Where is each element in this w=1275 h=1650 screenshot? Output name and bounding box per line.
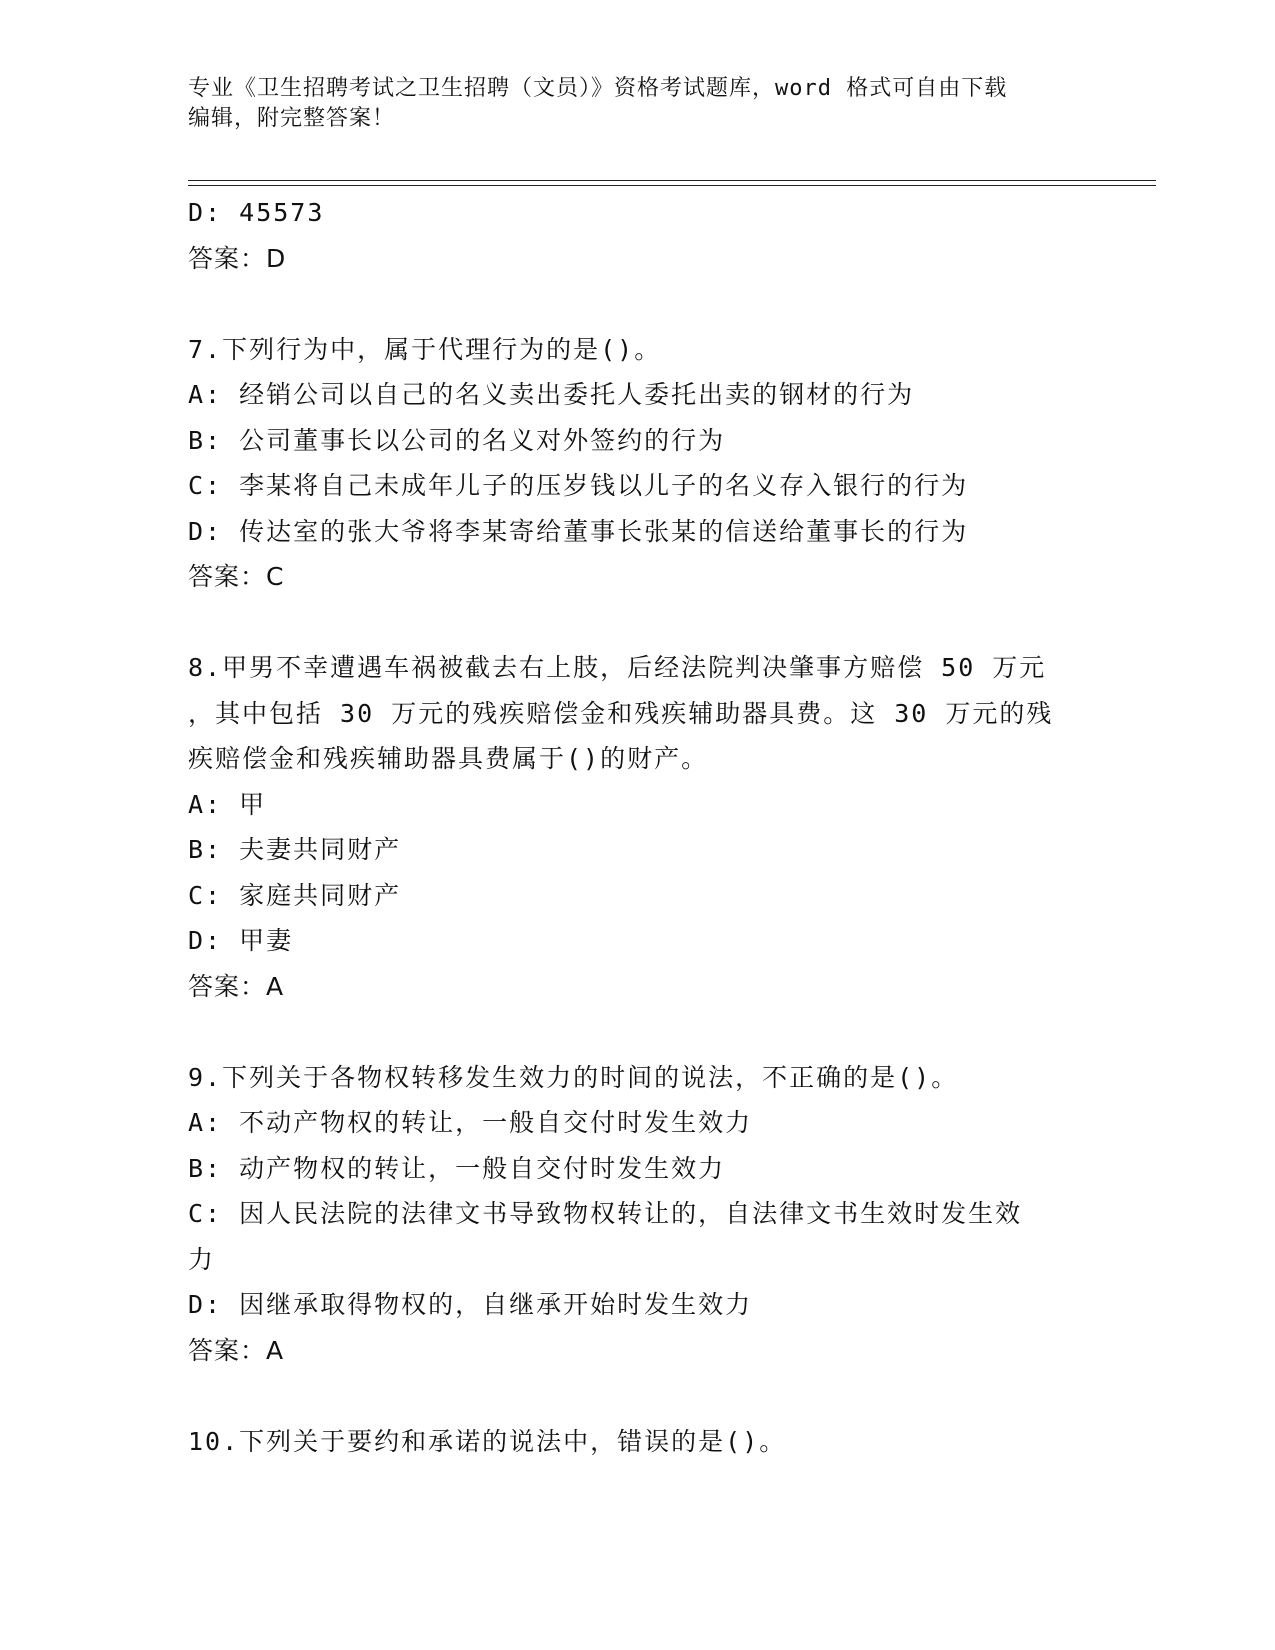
question-text: 10.下列关于要约和承诺的说法中，错误的是()。: [188, 1426, 787, 1456]
option-c-line-1: C: 因人民法院的法律文书导致物权转让的，自法律文书生效时发生效: [188, 1199, 1023, 1228]
option-d: D: 因继承取得物权的，自继承开始时发生效力: [188, 1290, 753, 1319]
option-c: C: 李某将自己未成年儿子的压岁钱以儿子的名义存入银行的行为: [188, 471, 969, 500]
option-a: A: 不动产物权的转让，一般自交付时发生效力: [188, 1108, 753, 1137]
question-7: [188, 327, 1088, 600]
spacer: [188, 281, 1088, 327]
option-b: B: 动产物权的转让，一般自交付时发生效力: [188, 1153, 726, 1183]
option-a: A: 经销公司以自己的名义卖出委托人委托出卖的钢材的行为: [188, 380, 915, 409]
question-text: 7.下列行为中，属于代理行为的是()。: [188, 334, 662, 364]
header-rule-top: [188, 180, 1156, 181]
option-b: B: 夫妻共同财产: [188, 835, 402, 864]
page-header: [188, 74, 1068, 134]
answer-label: 答案：D: [188, 243, 287, 273]
option-c-line-2: 力: [188, 1244, 216, 1274]
header-line-2: 编辑，附完整答案！: [188, 106, 396, 131]
header-rule-bottom: [188, 185, 1156, 186]
header-line-1: 专业《卫生招聘考试之卫生招聘（文员）》资格考试题库，word 格式可自由下载: [188, 76, 1008, 101]
question-text-line-3: 疾赔偿金和残疾辅助器具费属于()的财产。: [188, 744, 709, 773]
option-d: D: 甲妻: [188, 926, 294, 955]
answer-label: 答案：A: [188, 971, 285, 1001]
question-text-line-2: ，其中包括 30 万元的残疾赔偿金和残疾辅助器具费。这 30 万元的残: [188, 698, 1054, 728]
answer-label: 答案：C: [188, 562, 285, 591]
question-content: [188, 190, 1088, 1464]
answer-label: 答案：A: [188, 1335, 285, 1365]
option-b: B: 公司董事长以公司的名义对外签约的行为: [188, 425, 726, 455]
question-8: [188, 645, 1088, 1009]
question-9: [188, 1055, 1088, 1374]
option-d: D: 传达室的张大爷将李某寄给董事长张某的信送给董事长的行为: [188, 516, 969, 546]
question-text: 9.下列关于各物权转移发生效力的时间的说法，不正确的是()。: [188, 1062, 959, 1092]
question-text-line-1: 8.甲男不幸遭遇车祸被截去右上肢，后经法院判决肇事方赔偿 50 万元: [188, 653, 1047, 682]
option-a: A: 甲: [188, 789, 267, 819]
question-10: [188, 1419, 1088, 1465]
spacer: [188, 1373, 1088, 1419]
option-d: D: 45573: [188, 198, 325, 227]
spacer: [188, 1009, 1088, 1055]
previous-question-tail: [188, 190, 1088, 281]
option-c: C: 家庭共同财产: [188, 880, 402, 910]
spacer: [188, 600, 1088, 646]
